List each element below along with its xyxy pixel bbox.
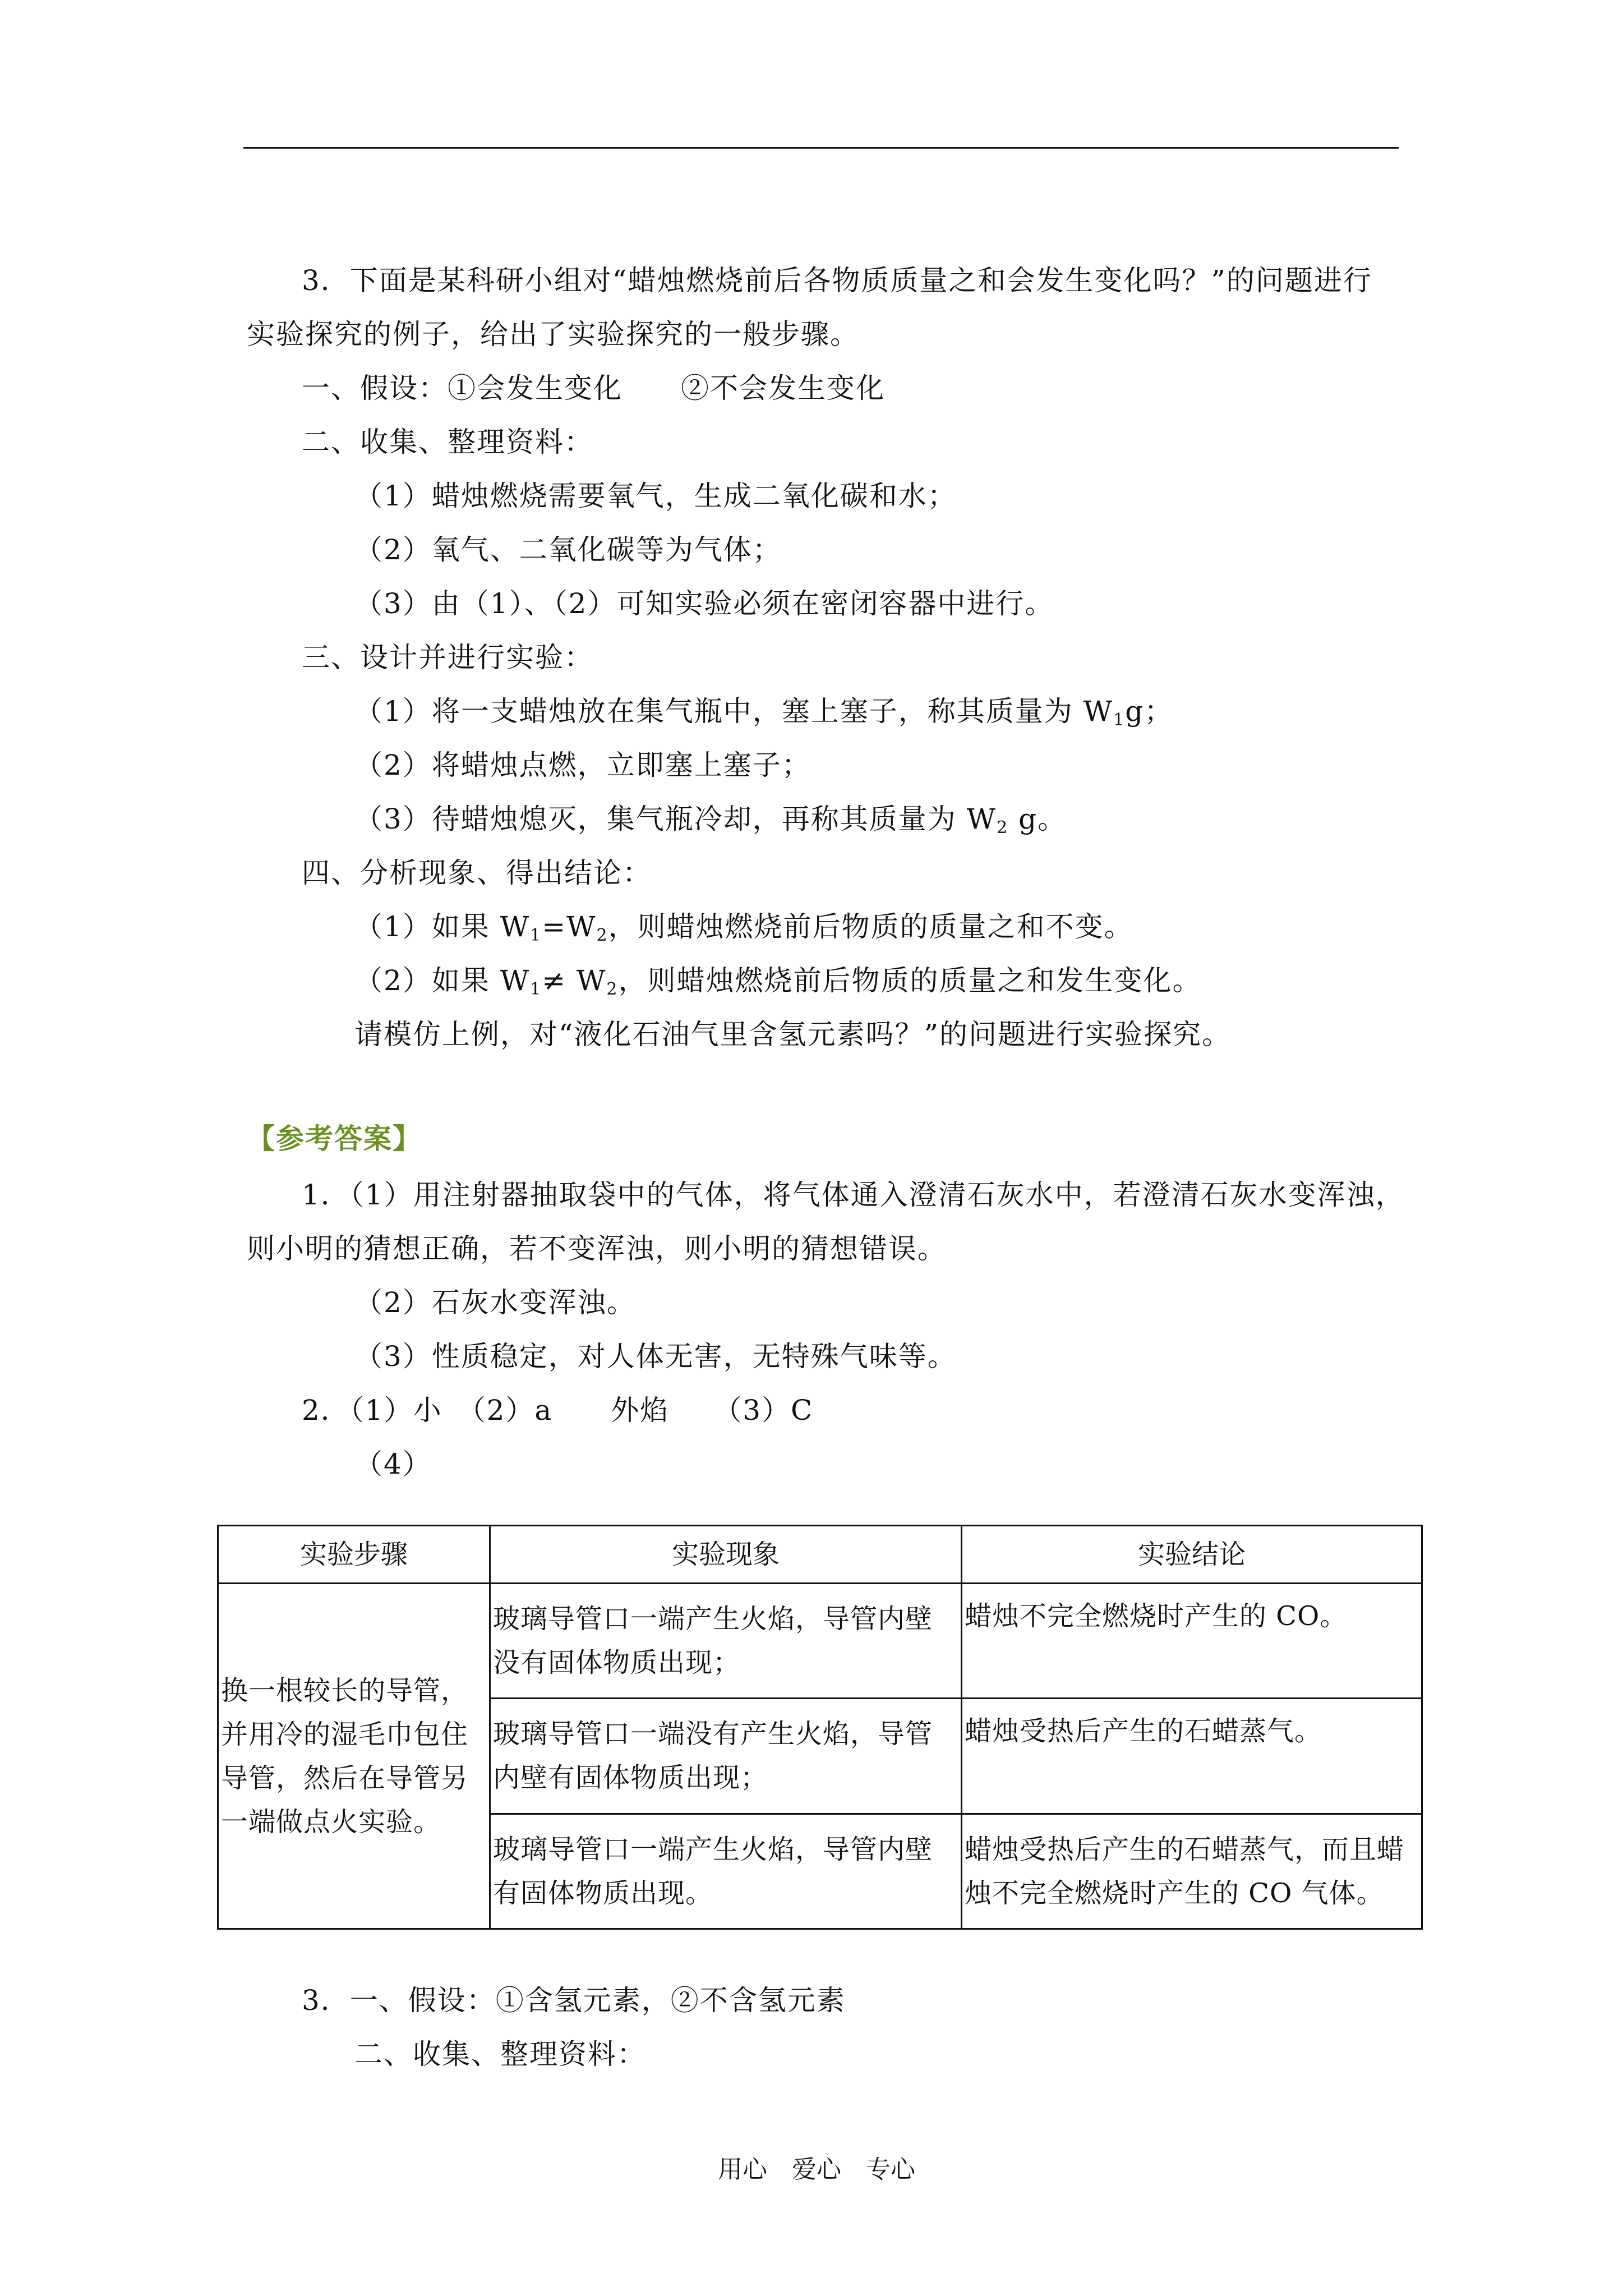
table-header: 实验步骤: [218, 1526, 490, 1584]
q3-design-heading: 三、设计并进行实验：: [302, 641, 593, 674]
table-phenomenon-cell: 玻璃导管口一端产生火焰，导管内壁没有固体物质出现；: [490, 1584, 962, 1699]
q3-analysis-2: （2）如果 $W_1\ne W_2$，则蜡烛燃烧前后物质的质量之和发生变化。: [354, 964, 1202, 999]
a1-part2: （2）石灰水变浑浊。: [354, 1286, 636, 1319]
table-conclusion-cell: 蜡烛不完全燃烧时产生的 CO。: [962, 1584, 1422, 1699]
a2-part4: （4）: [354, 1448, 432, 1480]
table-header: 实验结论: [962, 1526, 1422, 1584]
table-conclusion-cell: 蜡烛受热后产生的石蜡蒸气。: [962, 1699, 1422, 1814]
q3-collect-2: （2）氧气、二氧化碳等为气体；: [354, 533, 782, 566]
q3-intro-line2: 实验探究的例子，给出了实验探究的一般步骤。: [247, 318, 859, 351]
q3-collect-3: （3）由（1）、（2）可知实验必须在密闭容器中进行。: [354, 587, 1054, 620]
q3-hypothesis: 一、假设：①会发生变化 ②不会发生变化: [302, 372, 885, 404]
q3-design-2: （2）将蜡烛点燃，立即塞上塞子；: [354, 749, 811, 781]
a3-hypothesis: 3．一、假设：①含氢元素，②不含氢元素: [302, 1984, 846, 2017]
table-phenomenon-cell: 玻璃导管口一端没有产生火焰，导管内壁有固体物质出现；: [490, 1699, 962, 1814]
q3-intro-line1: 3．下面是某科研小组对“蜡烛燃烧前后各物质质量之和会发生变化吗？”的问题进行: [302, 264, 1372, 297]
q3-analysis-heading: 四、分析现象、得出结论：: [302, 857, 652, 889]
experiment-table: [217, 1525, 1423, 1930]
q3-task: 请模仿上例，对“液化石油气里含氢元素吗？”的问题进行实验探究。: [354, 1018, 1232, 1051]
table-header-row: [218, 1526, 1422, 1584]
a3-collect-heading: 二、收集、整理资料：: [354, 2038, 646, 2070]
table-conclusion-cell: 蜡烛受热后产生的石蜡蒸气，而且蜡烛不完全燃烧时产生的 CO 气体。: [962, 1814, 1422, 1929]
table-phenomenon-cell: 玻璃导管口一端产生火焰，导管内壁有固体物质出现。: [490, 1814, 962, 1929]
answer-heading: 【参考答案】: [247, 1122, 422, 1155]
table-header: 实验现象: [490, 1526, 962, 1584]
q3-design-3: （3）待蜡烛熄灭，集气瓶冷却，再称其质量为 $W_2$ g。: [354, 803, 1067, 838]
q3-analysis-1: （1）如果 $W_1=W_2$，则蜡烛燃烧前后物质的质量之和不变。: [354, 910, 1133, 945]
q3-design-1: （1）将一支蜡烛放在集气瓶中，塞上塞子，称其质量为 $W_1g$；: [354, 695, 1174, 730]
header-rule: [243, 147, 1399, 149]
a1-part3: （3）性质稳定，对人体无害，无特殊气味等。: [354, 1340, 957, 1373]
a2-line: 2．（1）小 （2）a 外焰 （3）C: [302, 1394, 814, 1427]
page-footer: 用心 爱心 专心: [718, 2155, 915, 2184]
a1-line1: 1．（1）用注射器抽取袋中的气体，将气体通入澄清石灰水中，若澄清石灰水变浑浊，: [302, 1179, 1405, 1211]
table-step-cell: 换一根较长的导管，并用冷的湿毛巾包住导管，然后在导管另一端做点火实验。: [218, 1584, 490, 1929]
q3-collect-1: （1）蜡烛燃烧需要氧气，生成二氧化碳和水；: [354, 480, 957, 512]
table-row: [218, 1584, 1422, 1699]
q3-collect-heading: 二、收集、整理资料：: [302, 426, 593, 458]
a1-line2: 则小明的猜想正确，若不变浑浊，则小明的猜想错误。: [247, 1232, 947, 1265]
